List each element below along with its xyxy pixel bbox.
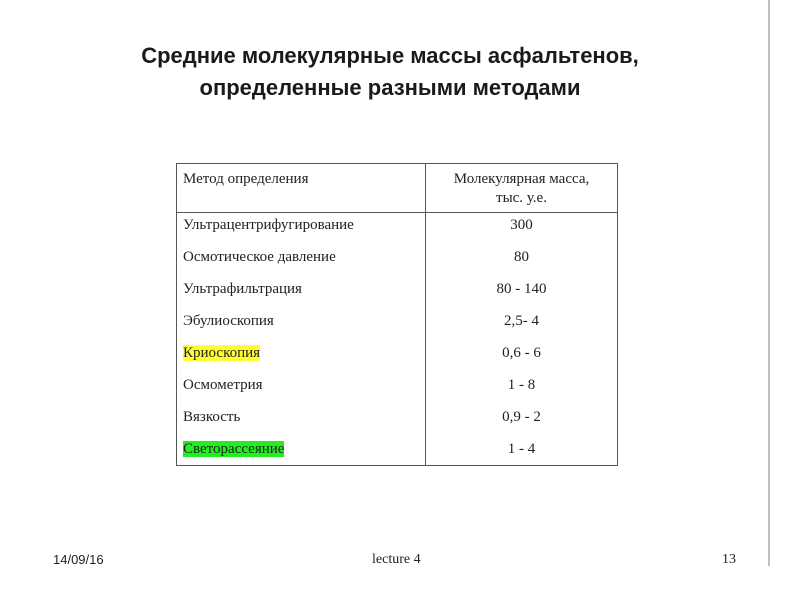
header-mass <box>426 164 618 213</box>
mass-value: 0,6 - 6 <box>426 337 618 369</box>
mass-value: 80 - 140 <box>426 273 618 305</box>
method-cell <box>177 433 426 466</box>
mass-value: 80 <box>426 241 618 273</box>
table-row <box>177 213 618 242</box>
table-row <box>177 273 618 305</box>
table-row <box>177 433 618 466</box>
method-cell <box>177 213 426 242</box>
method-cell <box>177 369 426 401</box>
table-row <box>177 305 618 337</box>
slide-edge-divider <box>768 0 770 566</box>
molecular-mass-table <box>176 163 618 466</box>
table-row <box>177 241 618 273</box>
mass-value: 1 - 8 <box>426 369 618 401</box>
mass-value: 0,9 - 2 <box>426 401 618 433</box>
method-name-highlighted-yellow: Криоскопия <box>183 345 261 361</box>
method-cell <box>177 337 426 369</box>
method-cell <box>177 241 426 273</box>
method-name: Осмометрия <box>183 377 263 393</box>
method-cell <box>177 273 426 305</box>
method-name: Осмотическое давление <box>183 249 336 265</box>
header-mass-line-2: тыс. у.е. <box>496 190 547 206</box>
method-cell <box>177 401 426 433</box>
mass-value: 2,5- 4 <box>426 305 618 337</box>
table-row <box>177 369 618 401</box>
method-name: Ультрацентрифугирование <box>183 217 354 233</box>
footer-date: 14/09/16 <box>53 552 104 567</box>
table-header-row <box>177 164 618 213</box>
slide-title-line-2: определенные разными методами <box>199 75 581 100</box>
footer-lecture: lecture 4 <box>372 552 421 567</box>
table-row <box>177 401 618 433</box>
footer-page-number: 13 <box>722 552 736 567</box>
table-row <box>177 337 618 369</box>
method-cell <box>177 305 426 337</box>
mass-value: 1 - 4 <box>426 433 618 466</box>
method-name: Эбулиоскопия <box>183 313 274 329</box>
header-mass-line-1: Молекулярная масса, <box>453 171 590 187</box>
mass-value: 300 <box>426 213 618 242</box>
method-name: Ультрафильтрация <box>183 281 302 297</box>
header-method: Метод определения <box>177 164 426 213</box>
slide-title-line-1: Средние молекулярные массы асфальтенов, <box>141 43 639 68</box>
slide-title <box>60 40 720 104</box>
method-name: Вязкость <box>183 409 241 425</box>
method-name-highlighted-green: Светорассеяние <box>183 441 285 457</box>
